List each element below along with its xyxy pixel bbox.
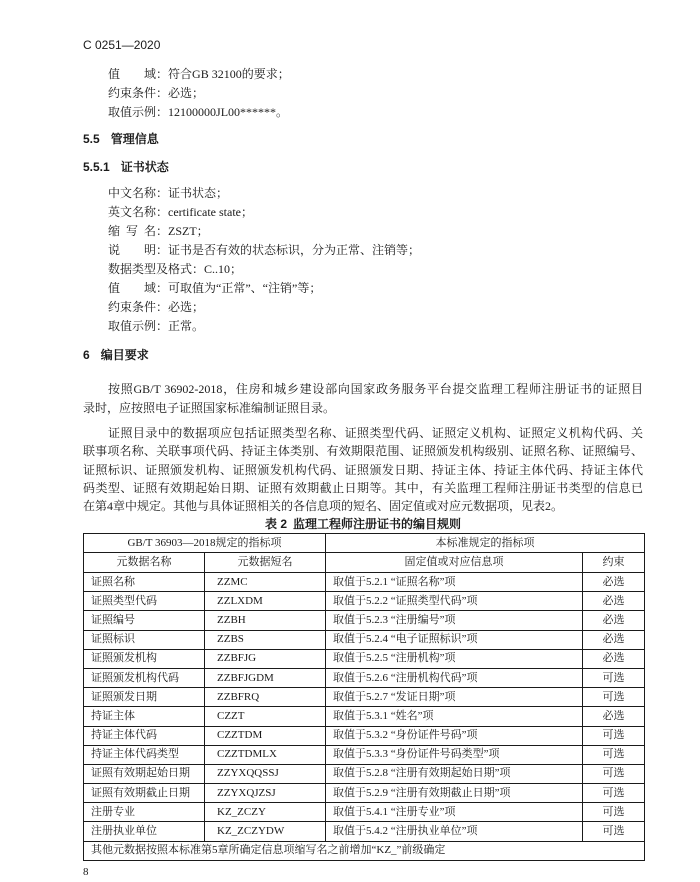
- table-cell-constraint: 可选: [583, 822, 645, 841]
- field-line: [108, 260, 643, 279]
- previous-field-definition: [108, 65, 643, 122]
- table-cell-constraint: 可选: [583, 668, 645, 687]
- field-label: 值 域: [108, 67, 157, 81]
- section-title: 管理信息: [110, 132, 159, 146]
- table-cell-source-item: 取值于5.2.8 “注册有效期起始日期”项: [326, 764, 583, 783]
- table-cell-short-name: ZZBS: [205, 630, 326, 649]
- field-label: 英文名称: [108, 205, 157, 219]
- field-line: [108, 279, 643, 298]
- table-cell-source-item: 取值于5.2.9 “注册有效期截止日期”项: [326, 784, 583, 803]
- table-cell-metadata-name: 证照名称: [84, 573, 205, 592]
- table-row: [84, 688, 645, 707]
- table-cell-metadata-name: 证照颁发日期: [84, 688, 205, 707]
- table-row: [84, 573, 645, 592]
- table-cell-source-item: 取值于5.3.3 “身份证件号码类型”项: [326, 745, 583, 764]
- paragraph-line: 在第4章中规定。其他与具体证照相关的各信息项的短名、固定值或对应元数据项，见表2。: [83, 499, 564, 514]
- table-cell-metadata-name: 持证主体代码: [84, 726, 205, 745]
- table-cell-source-item: 取值于5.2.7 “发证日期”项: [326, 688, 583, 707]
- field-label: 取值示例: [108, 319, 157, 333]
- table-cell-metadata-name: 证照颁发机构: [84, 649, 205, 668]
- field-separator: ：: [156, 281, 169, 295]
- table-row: [84, 764, 645, 783]
- table-cell-constraint: 必选: [583, 592, 645, 611]
- table-cell-source-item: 取值于5.4.1 “注册专业”项: [326, 803, 583, 822]
- table-cell-metadata-name: 证照标识: [84, 630, 205, 649]
- field-label: 中文名称: [108, 186, 157, 200]
- field-value: certificate state；: [168, 205, 253, 219]
- field-label: 说 明: [108, 243, 157, 257]
- table-row: [84, 745, 645, 764]
- field-line: [108, 317, 643, 336]
- field-separator: ：: [156, 67, 169, 81]
- field-label: 数据类型及格式: [108, 262, 193, 276]
- catalog-rules-table: [83, 533, 645, 861]
- table-row: [84, 592, 645, 611]
- table-cell-constraint: 必选: [583, 573, 645, 592]
- table-cell-metadata-name: 证照编号: [84, 611, 205, 630]
- section-heading: [83, 346, 149, 365]
- paragraph-line: 录时，应按照电子证照国家标准编制证照目录。: [83, 401, 336, 415]
- section-number: 6: [83, 348, 90, 362]
- section-heading: [83, 158, 169, 177]
- table-cell-source-item: 取值于5.2.6 “注册机构代码”项: [326, 668, 583, 687]
- table-cell-metadata-name: 持证主体代码类型: [84, 745, 205, 764]
- field-line: [108, 241, 643, 260]
- paragraph-line: 联事项名称、关联事项代码、持证主体类别、有效期限范围、证照颁发机构级别、证照名称、证照编号、: [83, 444, 643, 459]
- table-cell-source-item: 取值于5.4.2 “注册执业单位”项: [326, 822, 583, 841]
- page-number: 8: [83, 866, 89, 878]
- table-row: [84, 668, 645, 687]
- table-cell-constraint: 可选: [583, 803, 645, 822]
- field-value: 符合GB 32100的要求；: [168, 67, 290, 81]
- table-cell-source-item: 取值于5.2.5 “注册机构”项: [326, 649, 583, 668]
- field-separator: ：: [156, 186, 169, 200]
- table-cell-short-name: CZZTDMLX: [205, 745, 326, 764]
- field-value: 正常。: [168, 319, 205, 333]
- table-cell-short-name: ZZYXQQSSJ: [205, 764, 326, 783]
- field-line: [108, 103, 643, 122]
- field-value: ZSZT；: [168, 224, 209, 238]
- document-code: C 0251—2020: [83, 38, 161, 52]
- table-row: [84, 822, 645, 841]
- section-number: 5.5: [83, 132, 100, 146]
- table-group-header-row: [84, 534, 645, 553]
- table-group-header: GB/T 36903—2018规定的指标项: [84, 534, 326, 553]
- table-cell-short-name: ZZBH: [205, 611, 326, 630]
- table-cell-metadata-name: 持证主体: [84, 707, 205, 726]
- field-value: 必选；: [168, 300, 205, 314]
- table-cell-short-name: CZZT: [205, 707, 326, 726]
- field-label: 约束条件: [108, 300, 157, 314]
- table-cell-constraint: 可选: [583, 745, 645, 764]
- field-value: 可取值为“正常”、“注销”等；: [168, 281, 322, 295]
- table-cell-short-name: ZZBFRQ: [205, 688, 326, 707]
- field-line: [108, 84, 643, 103]
- table-cell-short-name: KZ_ZCZY: [205, 803, 326, 822]
- field-label: 取值示例: [108, 105, 157, 119]
- table-cell-source-item: 取值于5.2.3 “注册编号”项: [326, 611, 583, 630]
- section-title: 证书状态: [120, 160, 169, 174]
- field-value: 证书状态；: [168, 186, 229, 200]
- table-column-header-row: [84, 553, 645, 573]
- table-cell-source-item: 取值于5.3.1 “姓名”项: [326, 707, 583, 726]
- table-cell-metadata-name: 证照类型代码: [84, 592, 205, 611]
- table-cell-source-item: 取值于5.2.4 “电子证照标识”项: [326, 630, 583, 649]
- table-row: [84, 630, 645, 649]
- field-value: 证书是否有效的状态标识，分为正常、注销等；: [168, 243, 421, 257]
- paragraph-line: 证照目录中的数据项应包括证照类型名称、证照类型代码、证照定义机构、证照定义机构代码、关: [108, 426, 643, 440]
- table-cell-source-item: 取值于5.3.2 “身份证件号码”项: [326, 726, 583, 745]
- table-caption-label: 表 2: [264, 517, 287, 531]
- table-footnote-row: [84, 841, 645, 860]
- field-line: [108, 184, 643, 203]
- table-footnote: 其他元数据按照本标准第5章所确定信息项缩写名之前增加“KZ_”前级确定: [84, 841, 645, 860]
- table-cell-short-name: ZZBFJGDM: [205, 668, 326, 687]
- section-title: 编目要求: [100, 348, 149, 362]
- table-row: [84, 649, 645, 668]
- paragraph-line: 证照标识、证照颁发机构、证照颁发机构代码、证照颁发日期、持证主体、持证主体代码、持证主体代: [83, 462, 643, 477]
- table-cell-constraint: 可选: [583, 764, 645, 783]
- paragraph-line: 码类型、证照有效期起始日期、证照有效期截止日期等。其中，有关监理工程师注册证书类型的信息已: [83, 480, 643, 495]
- table-row: [84, 803, 645, 822]
- table-column-header: 元数据短名: [205, 553, 326, 573]
- field-separator: ：: [156, 224, 169, 238]
- table-group-header: 本标准规定的指标项: [326, 534, 645, 553]
- field-label: 值 域: [108, 281, 157, 295]
- table-column-header: 元数据名称: [84, 553, 205, 573]
- table-cell-constraint: 必选: [583, 707, 645, 726]
- table-cell-metadata-name: 证照有效期截止日期: [84, 784, 205, 803]
- table-cell-constraint: 必选: [583, 630, 645, 649]
- table-cell-short-name: ZZYXQJZSJ: [205, 784, 326, 803]
- table-cell-metadata-name: 证照有效期起始日期: [84, 764, 205, 783]
- table-cell-short-name: CZZTDM: [205, 726, 326, 745]
- field-line: [108, 222, 643, 241]
- table-row: [84, 611, 645, 630]
- field-line: [108, 203, 643, 222]
- field-separator: ：: [156, 86, 169, 100]
- table-cell-source-item: 取值于5.2.2 “证照类型代码”项: [326, 592, 583, 611]
- table-cell-short-name: ZZMC: [205, 573, 326, 592]
- table-cell-constraint: 必选: [583, 649, 645, 668]
- field-value: 12100000JL00******。: [168, 105, 289, 119]
- paragraph: [83, 380, 643, 418]
- field-separator: ：: [156, 319, 169, 333]
- table-cell-constraint: 必选: [583, 611, 645, 630]
- field-label: 约束条件: [108, 86, 157, 100]
- field-label: 缩 写 名: [108, 224, 156, 238]
- table-cell-metadata-name: 证照颁发机构代码: [84, 668, 205, 687]
- table-cell-constraint: 可选: [583, 688, 645, 707]
- field-value: 必选；: [168, 86, 205, 100]
- table-caption: [83, 515, 643, 533]
- paragraph: [83, 424, 643, 515]
- field-separator: ：: [156, 205, 169, 219]
- table-cell-short-name: ZZBFJG: [205, 649, 326, 668]
- field-value: C..10；: [204, 262, 243, 276]
- field-separator: ：: [156, 243, 169, 257]
- table-cell-constraint: 可选: [583, 726, 645, 745]
- table-cell-metadata-name: 注册专业: [84, 803, 205, 822]
- paragraph-line: 按照GB/T 36902-2018，住房和城乡建设部向国家政务服务平台提交监理工程师注册证书的证照目: [108, 382, 643, 396]
- table-row: [84, 726, 645, 745]
- table-cell-short-name: ZZLXDM: [205, 592, 326, 611]
- field-separator: ：: [192, 262, 205, 276]
- table-column-header: 约束: [583, 553, 645, 573]
- table-cell-source-item: 取值于5.2.1 “证照名称”项: [326, 573, 583, 592]
- table-row: [84, 707, 645, 726]
- table-caption-title: 监理工程师注册证书的编目规则: [293, 517, 462, 531]
- table-cell-constraint: 可选: [583, 784, 645, 803]
- section-heading: [83, 130, 159, 149]
- field-separator: ：: [156, 105, 169, 119]
- field-separator: ：: [156, 300, 169, 314]
- table-column-header: 固定值或对应信息项: [326, 553, 583, 573]
- table-cell-metadata-name: 注册执业单位: [84, 822, 205, 841]
- field-line: [108, 298, 643, 317]
- table-cell-short-name: KZ_ZCZYDW: [205, 822, 326, 841]
- field-line: [108, 65, 643, 84]
- certificate-state-definition: [108, 184, 643, 336]
- table-row: [84, 784, 645, 803]
- section-number: 5.5.1: [83, 160, 110, 174]
